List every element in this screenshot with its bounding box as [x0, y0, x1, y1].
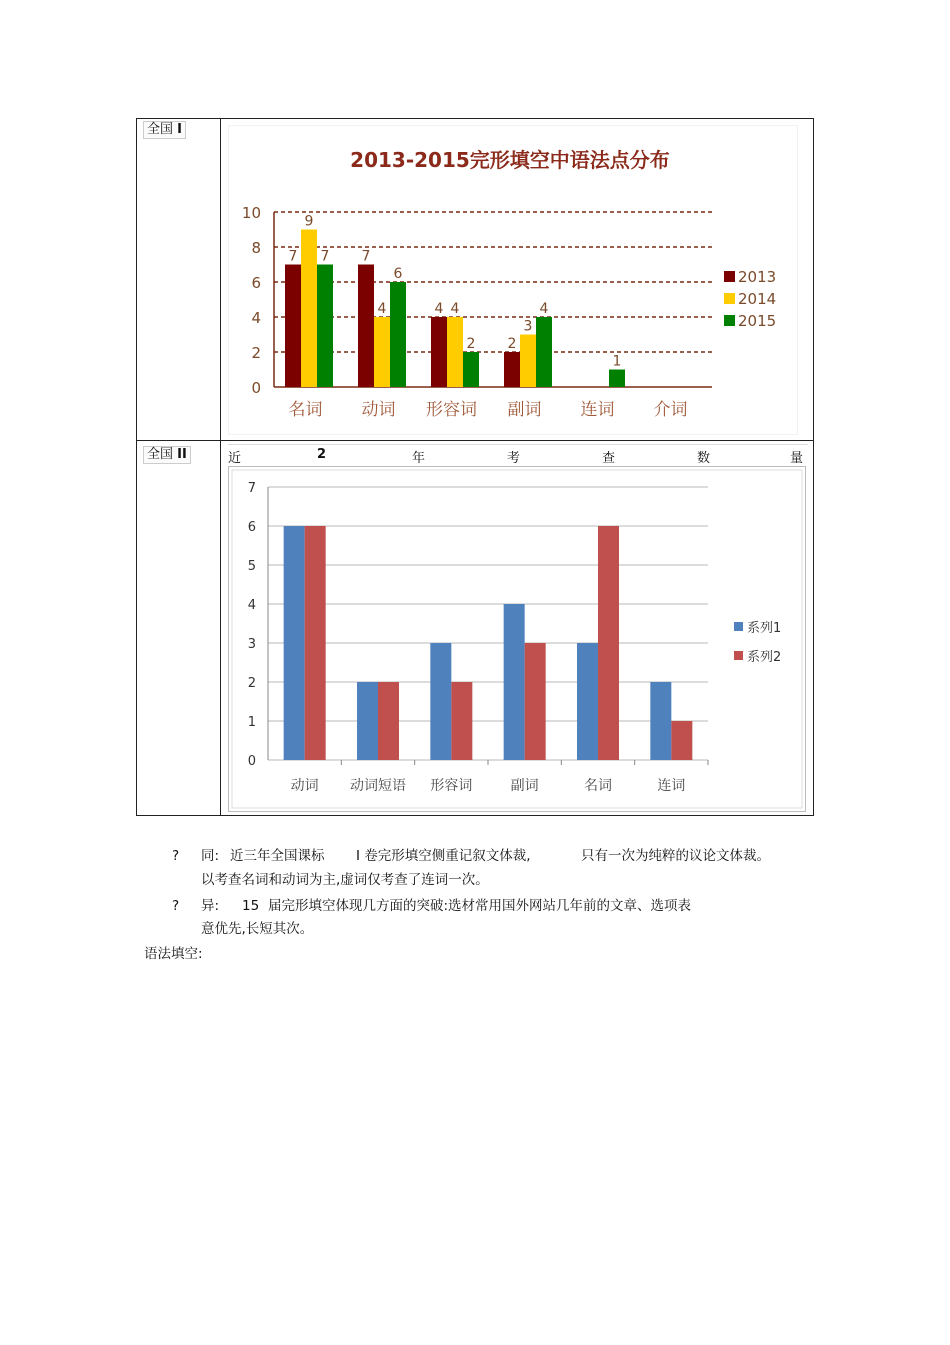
- chart2-ytick-label: 2: [247, 676, 256, 691]
- chart1-data-label: 4: [450, 301, 460, 317]
- chart1-legend-swatch: [724, 315, 735, 326]
- table-column-divider: [220, 118, 221, 816]
- chart2-xtick-label: 连词: [657, 778, 686, 794]
- diff-bullet: ?: [172, 898, 180, 914]
- chart2-bar: [504, 604, 525, 760]
- row2-caption: [228, 444, 808, 465]
- chart1-data-label: 3: [523, 318, 533, 335]
- caption-char: 考: [507, 451, 521, 466]
- chart1-bar: [390, 282, 406, 387]
- diff-line2: 意优先,长短其次。: [201, 921, 314, 937]
- row2-label-text: 全国: [147, 447, 174, 462]
- chart1-legend-swatch: [724, 271, 735, 282]
- same-line2: 以考查名词和动词为主,虚词仅考查了连词一次。: [201, 872, 489, 888]
- chart1-xtick-label: 名词: [288, 400, 323, 420]
- chart2-xtick-label: 动词: [290, 778, 319, 794]
- diff-label: 异:: [201, 898, 220, 914]
- chart2-ytick-label: 3: [247, 637, 256, 652]
- chart1-ytick-label: 10: [241, 204, 261, 222]
- chart1-legend-swatch: [724, 293, 735, 304]
- chart1-bar: [317, 265, 333, 388]
- chart1-bar: [358, 265, 374, 388]
- chart2-bar: [598, 526, 619, 760]
- chart2-ytick-label: 0: [247, 754, 256, 769]
- chart1-bar: [431, 317, 447, 387]
- table-row-divider: [136, 440, 814, 441]
- chart2-bar: [378, 682, 399, 760]
- chart1-xtick-label: 介词: [653, 400, 688, 420]
- chart1-data-label: 6: [393, 266, 403, 282]
- same-line1c: 只有一次为纯粹的议论文体裁。: [581, 848, 770, 864]
- chart1-ytick-label: 2: [251, 344, 261, 362]
- same-line1b: I 卷完形填空侧重记叙文体裁,: [356, 848, 531, 864]
- chart1-ytick-label: 8: [251, 239, 261, 257]
- diff-line1b: 届完形填空体现几方面的突破:选材常用国外网站几年前的文章、选项表: [268, 898, 692, 914]
- chart2-legend-swatch: [734, 622, 743, 631]
- chart1-xtick-label: 形容词: [426, 400, 477, 420]
- chart1-data-label: 7: [320, 248, 330, 265]
- chart2-bar: [357, 682, 378, 760]
- chart2-ytick-label: 7: [247, 481, 256, 496]
- chart1-xtick-label: 动词: [361, 400, 396, 420]
- chart2-bar: [671, 721, 692, 760]
- same-bullet: ?: [172, 848, 180, 864]
- chart1-ytick-label: 6: [251, 274, 261, 292]
- row2-label-numeral: II: [177, 447, 187, 462]
- caption-char: 量: [790, 451, 804, 466]
- chart2-bar: [451, 682, 472, 760]
- chart1-title: 2013-2015完形填空中语法点分布: [350, 148, 670, 172]
- chart2-xtick-label: 形容词: [430, 778, 473, 794]
- chart1-bar: [504, 352, 520, 387]
- row1-label: [143, 121, 186, 139]
- caption-char: 年: [412, 451, 426, 466]
- same-label: 同:: [201, 848, 220, 864]
- row1-label-numeral: I: [177, 122, 182, 137]
- chart1-data-label: 9: [304, 213, 314, 230]
- chart1-data-label: 2: [507, 336, 517, 352]
- chart1-ytick-label: 0: [251, 379, 261, 397]
- chart1-data-label: 7: [288, 248, 298, 265]
- row1-label-text: 全国: [147, 122, 174, 137]
- chart2-legend-swatch: [734, 651, 743, 660]
- chart2-bar: [430, 643, 451, 760]
- chart2-xtick-label: 副词: [510, 778, 539, 794]
- chart1-legend-label: 2014: [738, 290, 777, 308]
- chart1-data-label: 2: [466, 336, 476, 352]
- caption-char: 近: [228, 451, 242, 466]
- chart2-xtick-label: 动词短语: [350, 778, 406, 794]
- chart1-data-label: 4: [539, 301, 549, 317]
- caption-char: 查: [602, 451, 616, 466]
- chart1-bar: [609, 370, 625, 388]
- chart2-bar: [650, 682, 671, 760]
- chart1-bar: [536, 317, 552, 387]
- chart1-bar: [447, 317, 463, 387]
- chart1-bar: [285, 265, 301, 388]
- grammar-fill-heading: 语法填空:: [144, 946, 203, 962]
- chart2-bar: [577, 643, 598, 760]
- same-line1a: 近三年全国课标: [230, 848, 325, 864]
- chart2-ytick-label: 5: [247, 559, 256, 574]
- chart1-bar: [520, 335, 536, 388]
- chart2-bar: [305, 526, 326, 760]
- chart1-bar: [374, 317, 390, 387]
- chart1-xtick-label: 连词: [580, 400, 615, 420]
- diff-line1a: 15: [242, 898, 260, 914]
- grammar-distribution-chart-2013-2015: [228, 125, 798, 435]
- chart1-bar: [301, 230, 317, 388]
- chart1-legend-label: 2013: [738, 268, 777, 286]
- chart1-data-label: 4: [377, 301, 387, 317]
- chart2-ytick-label: 1: [247, 715, 256, 730]
- chart1-ytick-label: 4: [251, 309, 261, 327]
- chart1-xtick-label: 副词: [507, 400, 542, 420]
- chart1-bar: [463, 352, 479, 387]
- row2-label: [143, 446, 191, 464]
- chart2-legend-label: 系列2: [747, 650, 782, 665]
- chart1-data-label: 1: [612, 353, 622, 370]
- caption-char: 2: [317, 447, 327, 462]
- chart2-legend-label: 系列1: [747, 621, 782, 636]
- chart2-ytick-label: 6: [247, 520, 256, 535]
- chart1-data-label: 7: [361, 248, 371, 265]
- chart2-xtick-label: 名词: [584, 778, 612, 794]
- chart2-bar: [525, 643, 546, 760]
- recent-two-years-count-chart: [228, 466, 806, 812]
- chart2-ytick-label: 4: [247, 598, 256, 613]
- chart2-bar: [284, 526, 305, 760]
- caption-char: 数: [697, 451, 711, 466]
- chart1-data-label: 4: [434, 301, 444, 317]
- chart1-legend-label: 2015: [738, 312, 777, 330]
